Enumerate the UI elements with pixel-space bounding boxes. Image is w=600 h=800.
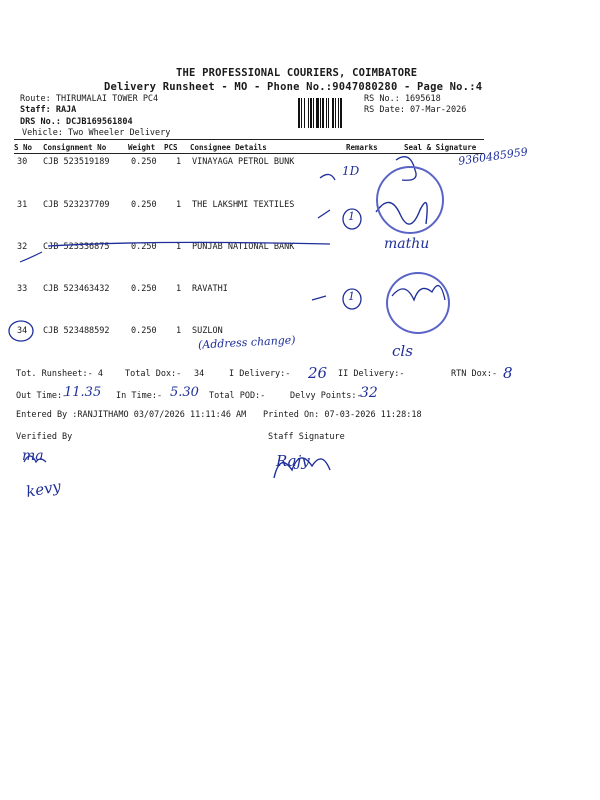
verified-signature: ma bbox=[22, 448, 44, 464]
circle-mark bbox=[9, 321, 33, 341]
rs-date-label: RS Date: 07-Mar-2026 bbox=[364, 105, 467, 115]
col-seal: Seal & Signature bbox=[404, 143, 477, 152]
rtn-dox-label: RTN Dox:- bbox=[451, 369, 498, 379]
vehicle-label: Vehicle: Two Wheeler Delivery bbox=[22, 128, 171, 138]
delvy-points-label: Delvy Points:- bbox=[290, 391, 362, 401]
i-delivery-label: I Delivery:- bbox=[229, 369, 291, 379]
row-pcs: 1 bbox=[176, 326, 182, 336]
row-consignee: PUNJAB NATIONAL BANK bbox=[192, 242, 295, 252]
row-weight: 0.250 bbox=[131, 326, 157, 336]
row-pcs: 1 bbox=[176, 242, 182, 252]
tick-mark bbox=[320, 174, 335, 180]
staff-signature-label: Staff Signature bbox=[268, 432, 345, 442]
row-pcs: 1 bbox=[176, 284, 182, 294]
row-consignee: THE LAKSHMI TEXTILES bbox=[192, 200, 295, 210]
seal-stamp bbox=[376, 166, 444, 234]
handwritten-address-note: (Address change) bbox=[197, 333, 296, 352]
col-consignment: Consignment No bbox=[43, 143, 107, 152]
row-pcs: 1 bbox=[176, 157, 182, 167]
printed-on: Printed On: 07-03-2026 11:28:18 bbox=[263, 410, 422, 420]
tick-mark bbox=[312, 296, 326, 300]
drs-label: DRS No.: DCJB169561804 bbox=[20, 117, 133, 127]
total-dox-label: Total Dox:- bbox=[125, 369, 182, 379]
row-sno: 32 bbox=[17, 242, 28, 252]
row-sno: 33 bbox=[17, 284, 28, 294]
rs-no-label: RS No.: 1695618 bbox=[364, 94, 441, 104]
row-consignment: CJB 523519189 bbox=[43, 157, 110, 167]
strike-through-line bbox=[48, 242, 330, 246]
verified-signature: kevy bbox=[24, 477, 63, 501]
verified-by-label: Verified By bbox=[16, 432, 73, 442]
tot-runsheet: Tot. Runsheet:- 4 bbox=[16, 369, 103, 379]
row-consignment: CJB 523336875 bbox=[43, 242, 110, 252]
ii-delivery-label: II Delivery:- bbox=[338, 369, 405, 379]
row-sno: 30 bbox=[17, 157, 28, 167]
handwritten-remark: 1 bbox=[348, 290, 355, 303]
company-title: THE PROFESSIONAL COURIERS, COIMBATORE bbox=[176, 67, 418, 79]
in-time-label: In Time:- bbox=[116, 391, 163, 401]
row-consignment: CJB 523488592 bbox=[43, 326, 110, 336]
row-consignee: SUZLON bbox=[192, 326, 223, 336]
handwritten-signature-name: mathu bbox=[384, 236, 430, 252]
row-consignee: VINAYAGA PETROL BUNK bbox=[192, 157, 295, 167]
runsheet-subtitle: Delivery Runsheet - MO - Phone No.:9047080280 - Page No.:4 bbox=[104, 81, 483, 93]
row-weight: 0.250 bbox=[131, 284, 157, 294]
handwritten-remark: 1D bbox=[342, 164, 360, 178]
row-weight: 0.250 bbox=[131, 242, 157, 252]
total-pod-label: Total POD:- bbox=[209, 391, 266, 401]
handwritten-phone: 9360485959 bbox=[457, 145, 529, 168]
row-pcs: 1 bbox=[176, 200, 182, 210]
out-time-label: Out Time:- bbox=[16, 391, 68, 401]
route-label: Route: THIRUMALAI TOWER PC4 bbox=[20, 94, 159, 104]
row-sno: 31 bbox=[17, 200, 28, 210]
col-consignee: Consignee Details bbox=[190, 143, 267, 152]
seal-stamp bbox=[386, 272, 450, 334]
handwritten-cls: cls bbox=[392, 342, 413, 360]
row-consignment: CJB 523237709 bbox=[43, 200, 110, 210]
col-sno: S No bbox=[14, 143, 33, 152]
col-weight: Weight bbox=[128, 143, 156, 152]
tick-mark bbox=[318, 210, 330, 218]
delvy-points-value: 32 bbox=[360, 385, 378, 401]
out-time-value: 11.35 bbox=[64, 385, 102, 400]
col-pcs: PCS bbox=[164, 143, 178, 152]
arrow-stroke bbox=[20, 252, 42, 262]
handwritten-remark: 1 bbox=[348, 210, 355, 223]
row-consignee: RAVATHI bbox=[192, 284, 228, 294]
in-time-value: 5.30 bbox=[170, 385, 199, 400]
staff-signature: Rajy bbox=[276, 452, 310, 470]
row-consignment: CJB 523463432 bbox=[43, 284, 110, 294]
rtn-dox-value: 8 bbox=[503, 364, 513, 382]
col-remarks: Remarks bbox=[346, 143, 378, 152]
row-sno: 34 bbox=[17, 326, 28, 336]
total-dox-value: 34 bbox=[194, 369, 205, 379]
row-weight: 0.250 bbox=[131, 200, 157, 210]
entered-by: Entered By :RANJITHAMO 03/07/2026 11:11:46 AM bbox=[16, 410, 247, 420]
row-weight: 0.250 bbox=[131, 157, 157, 167]
i-delivery-value: 26 bbox=[308, 364, 328, 382]
staff-label: Staff: RAJA bbox=[20, 105, 77, 115]
